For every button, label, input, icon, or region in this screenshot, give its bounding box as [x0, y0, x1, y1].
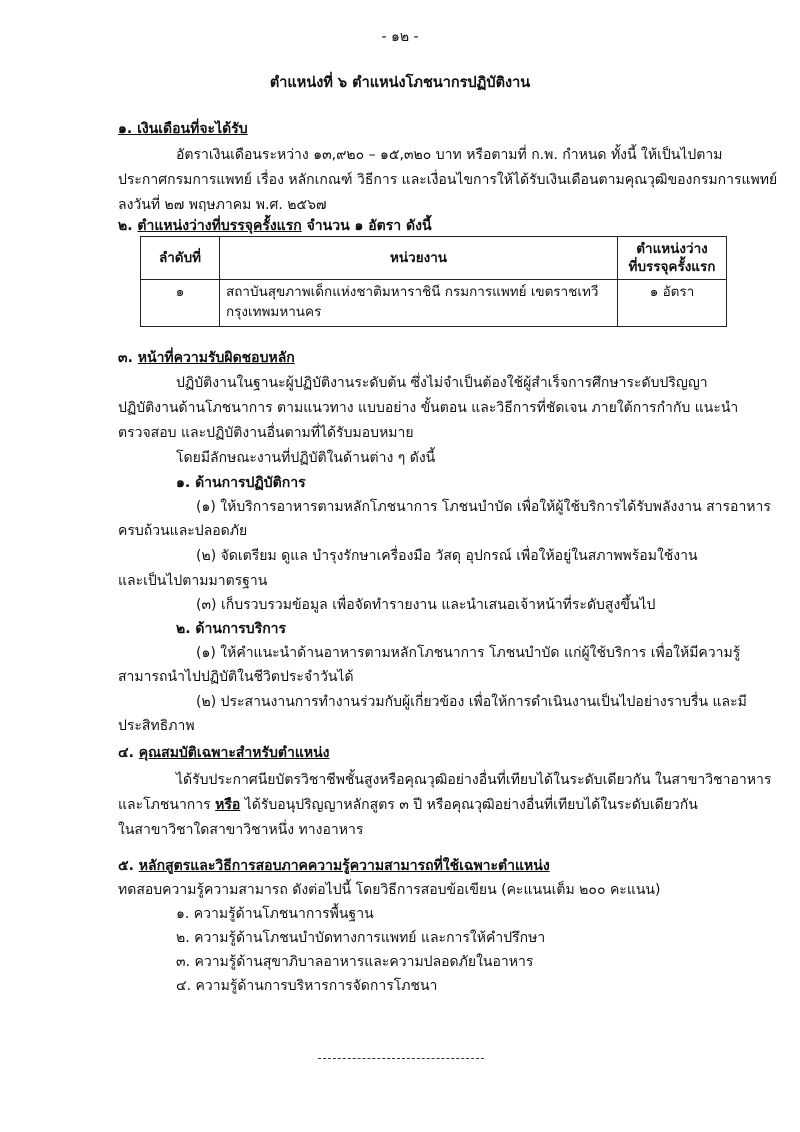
section-1-line-2: ประกาศกรมการแพทย์ เรื่อง หลักเกณฑ์ วิธีการ และเงื่อนไขการให้ได้รับเงินเดือนตามคุณวุฒิของกรมการแพทย์: [118, 172, 778, 188]
exam-topic-4: ๔. ความรู้ด้านการบริหารการจัดการโภชนา: [176, 978, 438, 994]
section-5-number: ๕.: [118, 858, 134, 874]
section-4-line-2-part-c: ได้รับอนุปริญญาหลักสูตร ๓ ปี หรือคุณวุฒิอย่างอื่นที่เทียบได้ในระดับเดียวกัน: [240, 797, 698, 813]
section-5-intro: ทดสอบความรู้ความสามารถ ดังต่อไปนี้ โดยวิธีการสอบข้อเขียน (คะแนนเต็ม ๒๐๐ คะแนน): [118, 882, 661, 898]
cell-unit-line-1: สถาบันสุขภาพเด็กแห่งชาติมหาราชินี กรมการแพทย์ เขตราชเทวี: [226, 284, 599, 301]
section-3-para-1-line-2: ปฏิบัติงานด้านโภชนาการ ตามแนวทาง แบบอย่าง ขั้นตอน และวิธีการที่ชัดเจน ภายใต้การกำกับ แนะนำ: [118, 400, 739, 416]
header-unit: หน่วยงาน: [220, 237, 618, 280]
header-vacancy-line-2: ที่บรรจุครั้งแรก: [628, 259, 716, 276]
sub-2-title: ๒. ด้านการบริการ: [176, 621, 287, 637]
header-vacancy: [618, 237, 727, 280]
section-1-line-1: อัตราเงินเดือนระหว่าง ๑๓,๙๒๐ – ๑๕,๓๒๐ บาท หรือตามที่ ก.พ. กำหนด ทั้งนี้ ให้เป็นไปตาม: [176, 147, 723, 163]
cell-vacancy-count: ๑ อัตรา: [618, 280, 727, 326]
vacancy-table: [140, 236, 727, 327]
section-3-number: ๓.: [118, 350, 133, 366]
sub-1-title: ๑. ด้านการปฏิบัติการ: [176, 475, 306, 491]
sub-2-item-2-line-2: ประสิทธิภาพ: [118, 718, 195, 734]
table-row: [141, 280, 727, 326]
exam-topic-1: ๑. ความรู้ด้านโภชนาการพื้นฐาน: [176, 906, 374, 922]
section-3-para-1-line-3: ตรวจสอบ และปฏิบัติงานอื่นตามที่ได้รับมอบหมาย: [118, 425, 414, 441]
sub-1-item-1-line-1: (๑) ให้บริการอาหารตามหลักโภชนาการ โภชนบำบัด เพื่อให้ผู้ใช้บริการได้รับพลังงาน สารอาหาร: [196, 499, 771, 515]
section-2-title: ตำแหน่งว่างที่บรรจุครั้งแรก: [137, 218, 302, 234]
section-4-heading: [118, 744, 330, 762]
sub-1-item-3: (๓) เก็บรวบรวมข้อมูล เพื่อจัดทำรายงาน และนำเสนอเจ้าหน้าที่ระดับสูงขึ้นไป: [196, 597, 656, 613]
section-2-count: จำนวน ๑ อัตรา ดังนี้: [301, 218, 432, 234]
sub-2-item-1-line-1: (๑) ให้คำแนะนำด้านอาหารตามหลักโภชนาการ โภชนบำบัด แก่ผู้ใช้บริการ เพื่อให้มีความรู้: [196, 645, 741, 661]
section-4-line-2-part-a: และโภชนาการ: [118, 797, 216, 813]
sub-2-item-1-line-2: สามารถนำไปปฏิบัติในชีวิตประจำวันได้: [118, 669, 354, 685]
section-5-title: หลักสูตรและวิธีการสอบภาคความรู้ความสามารถที่ใช้เฉพาะตำแหน่ง: [138, 858, 550, 874]
section-4-or-emphasis: หรือ: [215, 797, 241, 813]
section-4-title: คุณสมบัติเฉพาะสำหรับตำแหน่ง: [138, 745, 330, 761]
sub-1-item-2-line-1: (๒) จัดเตรียม ดูแล บำรุงรักษาเครื่องมือ วัสดุ อุปกรณ์ เพื่อให้อยู่ในสภาพพร้อมใช้งาน: [196, 548, 698, 564]
page-number: - ๑๒ -: [381, 29, 419, 45]
table-header-row: [141, 237, 727, 280]
section-2-heading: [118, 217, 432, 235]
sub-1-item-2-line-2: และเป็นไปตามมาตรฐาน: [118, 573, 268, 589]
section-4-line-1: ได้รับประกาศนียบัตรวิชาชีพชั้นสูงหรือคุณวุฒิอย่างอื่นที่เทียบได้ในระดับเดียวกัน ในสาขาวิชาอาหาร: [176, 772, 772, 788]
header-vacancy-line-1: ตำแหน่งว่าง: [636, 241, 708, 257]
section-3-title: หน้าที่ความรับผิดชอบหลัก: [137, 350, 295, 366]
section-3-heading: [118, 349, 295, 367]
cell-unit-line-2: กรุงเทพมหานคร: [226, 304, 322, 320]
section-1-heading: ๑. เงินเดือนที่จะได้รับ: [118, 121, 248, 137]
exam-topic-3: ๓. ความรู้ด้านสุขาภิบาลอาหารและความปลอดภัยในอาหาร: [176, 954, 534, 970]
section-3-para-2: โดยมีลักษณะงานที่ปฏิบัติในด้านต่าง ๆ ดังนี้: [176, 450, 436, 466]
sub-1-item-1-line-2: ครบถ้วนและปลอดภัย: [118, 523, 248, 539]
section-2-number: ๒.: [118, 218, 133, 234]
header-order: ลำดับที่: [141, 237, 220, 280]
page-title: ตำแหน่งที่ ๖ ตำแหน่งโภชนากรปฏิบัติงาน: [269, 75, 531, 91]
section-4-number: ๔.: [118, 745, 134, 761]
cell-order: ๑: [141, 280, 220, 326]
exam-topic-2: ๒. ความรู้ด้านโภชนบำบัดทางการแพทย์ และการให้คำปรึกษา: [176, 930, 546, 946]
section-1-line-3: ลงวันที่ ๒๗ พฤษภาคม พ.ศ. ๒๕๖๗: [118, 197, 327, 213]
sub-2-item-2-line-1: (๒) ประสานงานการทำงานร่วมกับผู้เกี่ยวข้อง เพื่อให้การดำเนินงานเป็นไปอย่างราบรื่น และมี: [196, 694, 747, 710]
section-5-heading: [118, 857, 550, 875]
section-4-line-2: [118, 796, 698, 814]
cell-unit: [220, 280, 618, 326]
footer-divider: [318, 1058, 484, 1059]
section-3-para-1-line-1: ปฏิบัติงานในฐานะผู้ปฏิบัติงานระดับต้น ซึ่งไม่จำเป็นต้องใช้ผู้สำเร็จการศึกษาระดับปริญญา: [176, 375, 708, 391]
section-4-line-3: ในสาขาวิชาใดสาขาวิชาหนึ่ง ทางอาหาร: [118, 822, 364, 838]
